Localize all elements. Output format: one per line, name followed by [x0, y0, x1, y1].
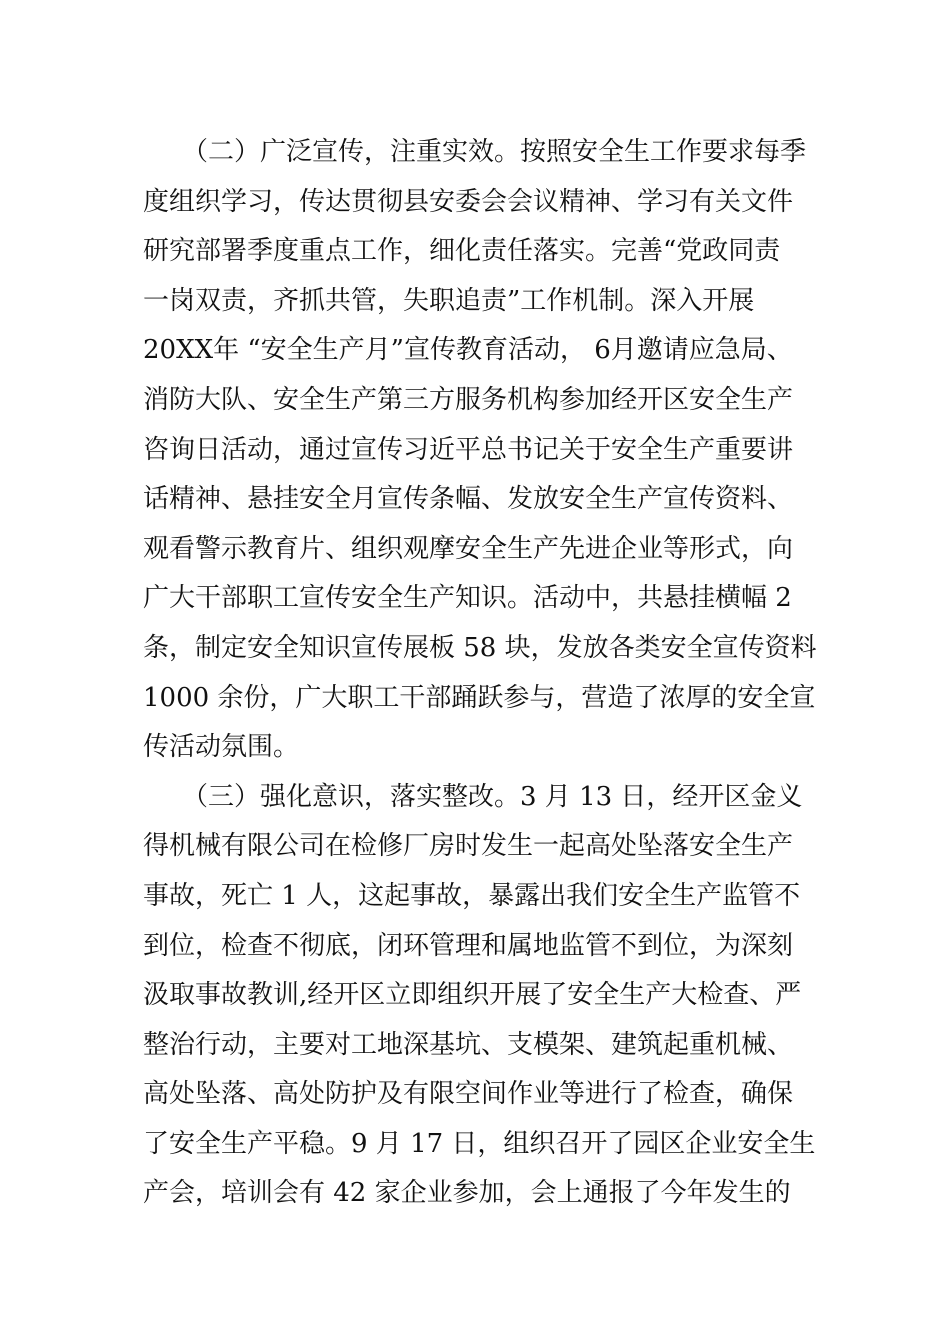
text-line: 观看警示教育片、组织观摩安全生产先进企业等形式，向 — [143, 533, 794, 564]
text-line: （三）强化意识，落实整改。3 月 13 日，经开区金义 — [143, 781, 803, 812]
text-line: 产会，培训会有 42 家企业参加，会上通报了今年发生的 — [143, 1178, 791, 1209]
text-line: 事故，死亡 1 人，这起事故，暴露出我们安全生产监管不 — [143, 880, 801, 911]
text-line: 传活动氛围。 — [143, 732, 300, 763]
text-line: 话精神、悬挂安全月宣传条幅、发放安全生产宣传资料、 — [143, 484, 794, 515]
text-line: 20XX年 “安全生产月”宣传教育活动， 6月邀请应急局、 — [143, 335, 793, 366]
paragraph-publicity — [143, 128, 817, 773]
text-line: 条，制定安全知识宣传展板 58 块，发放各类安全宣传资料 — [143, 632, 817, 663]
text-line: 1000 余份，广大职工干部踊跃参与，营造了浓厚的安全宣 — [143, 682, 816, 713]
document-body — [143, 128, 817, 1219]
text-line: 到位，检查不彻底，闭环管理和属地监管不到位，为深刻 — [143, 930, 794, 961]
text-line: 得机械有限公司在检修厂房时发生一起高处坠落安全生产 — [143, 831, 794, 862]
text-line: 咨询日活动，通过宣传习近平总书记关于安全生产重要讲 — [143, 434, 794, 465]
paragraph-rectification — [143, 773, 816, 1219]
text-line: 研究部署季度重点工作，细化责任落实。完善“党政同责 — [143, 236, 781, 267]
text-line: 整治行动，主要对工地深基坑、支模架、建筑起重机械、 — [143, 1029, 794, 1060]
text-line: 度组织学习，传达贯彻县安委会会议精神、学习有关文件 — [143, 186, 794, 217]
text-line: 广大干部职工宣传安全生产知识。活动中，共悬挂横幅 2 — [143, 583, 792, 614]
text-line: （二）广泛宣传，注重实效。按照安全生工作要求每季 — [143, 137, 807, 167]
text-line: 汲取事故教训,经开区立即组织开展了安全生产大检查、严 — [143, 980, 802, 1011]
text-line: 了安全生产平稳。9 月 17 日，组织召开了园区企业安全生 — [143, 1128, 816, 1159]
text-line: 一岗双责，齐抓共管，失职追责”工作机制。深入开展 — [143, 285, 755, 316]
text-line: 高处坠落、高处防护及有限空间作业等进行了检查，确保 — [143, 1079, 794, 1110]
text-line: 消防大队、安全生产第三方服务机构参加经开区安全生产 — [143, 384, 794, 415]
